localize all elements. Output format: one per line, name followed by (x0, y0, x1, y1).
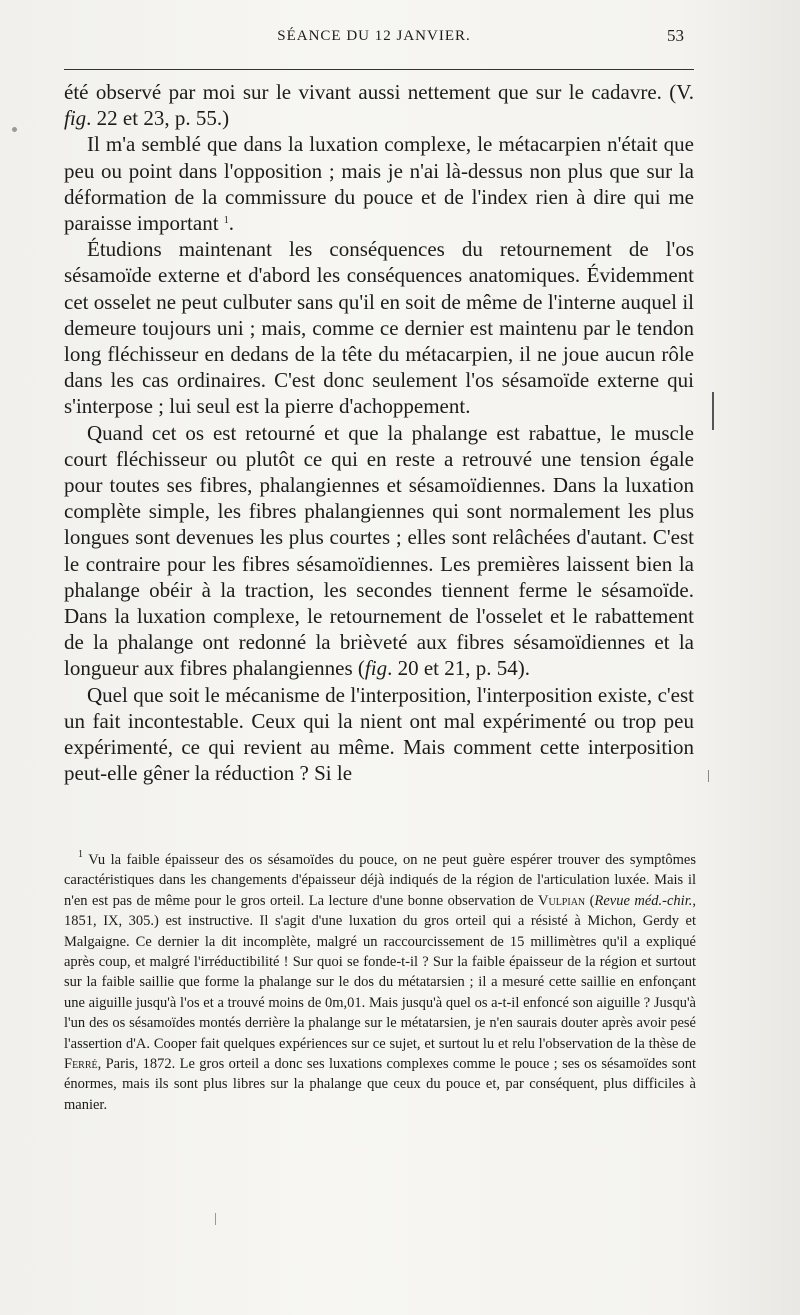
paragraph-2 (64, 131, 694, 236)
paragraph-5: Quel que soit le mécanisme de l'interposition, l'interposition existe, c'est un fait incontestable. Ceux qui la nient ont mal expérimenté ou trop peu expérimenté, ce qui revient au même. Mais comment cette interposition peut-elle gêner la réduction ? Si le (64, 682, 694, 786)
author-name: Vulpian (538, 892, 586, 909)
margin-mark (712, 392, 714, 430)
text-run: Il m'a semblé que dans la luxation complexe, le métacarpien n'était que peu ou point dans l'opposition ; mais je n'ai là-dessus non plus que sur la déformation de la commissure du pouce et de l'index rien à dire qui me paraisse important (64, 132, 694, 236)
paragraph-4 (64, 420, 694, 682)
main-text (64, 79, 694, 786)
text-run: ( (585, 892, 595, 909)
paragraph-1 (64, 79, 694, 131)
margin-dot (12, 127, 17, 132)
paragraph-3: Étudions maintenant les conséquences du retournement de l'os sésamoïde externe et d'abord les conséquences anatomiques. Évidemment cet osselet ne peut culbuter sans qu'il en soit de même de l'interne auquel il demeure toujours uni ; mais, comme ce dernier est maintenu par le tendon long fléchisseur en dedans de la tête du métacarpien, il ne joue aucun rôle dans les cas ordinaires. C'est donc seulement l'os sésamoïde externe qui s'interpose ; lui seul est la pierre d'achoppement. (64, 237, 694, 419)
margin-tick (708, 770, 709, 782)
fig-ref: fig (364, 656, 388, 681)
footnote-marker: 1 (78, 849, 83, 860)
header-rule (64, 69, 694, 70)
text-run: , Paris, 1872. Le gros orteil a donc ses luxations complexes comme le pouce ; ses os sésamoïdes sont énormes, mais ils sont plus libres sur la phalange que ceux du pouce et, par conséquent, plus difficiles à manier. (64, 1056, 696, 1113)
text-run: . 22 et 23, p. 55.) (86, 106, 230, 131)
running-header (64, 28, 684, 52)
bottom-mark (215, 1213, 216, 1225)
journal-title: Revue méd.-chir. (594, 892, 693, 909)
footnote-1 (64, 850, 696, 1115)
footnote-block (64, 850, 696, 1115)
running-title: SÉANCE DU 12 JANVIER. (277, 28, 471, 44)
text-run: . 20 et 21, p. 54). (387, 656, 530, 681)
text-run: . (228, 211, 235, 236)
text-run: , 1851, IX, 305.) est instructive. Il s'agit d'une luxation du gros orteil qui a résisté à Michon, Gerdy et Malgaigne. Ce dernier la dit incomplète, malgré un raccourcissement de 15 millimètres qu'il a expliqué après coup, et malgré l'irréductibilité ! Sur quoi se fonde-t-il ? Sur la faible épaisseur de la région et surtout sur la faible saillie que forme la phalange sur le dos du métatarsien ; il a mesuré cette saillie en enfonçant une aiguille jusqu'à l'os et a trouvé moins de 0m,01. Mais jusqu'à quel os a-t-il enfoncé son aiguille ? Jusqu'à l'un des os sésamoïdes montés derrière la phalange sur le métatarsien, je n'en saurais douter après avoir pesé l'assertion d'A. Cooper fait quelques expériences sur ce sujet, et surtout lu et relu l'observation de la thèse de (64, 892, 696, 1052)
text-run: Quand cet os est retourné et que la phalange est rabattue, le muscle court fléchisseur ou plutôt ce qui en reste a retrouvé une tension égale pour toutes ses fibres, phalangiennes et sésamoïdiennes. Dans la luxation complète simple, les fibres phalangiennes qui sont normalement les plus longues sont devenues les plus courtes ; elles sont relâchées d'autant. C'est le contraire pour les fibres sésamoïdiennes. Les premières laissent bien la phalange obéir à la traction, les secondes tiennent ferme le sésamoïde. Dans la luxation complexe, le retournement de l'osselet et le rabattement de la phalange ont redonné la brièveté aux fibres sésamoïdiennes et la longueur aux fibres phalangiennes ( (64, 420, 694, 681)
footnote-ref[interactable]: 1 (223, 215, 229, 227)
author-name: Ferré (64, 1056, 98, 1073)
text-run: été observé par moi sur le vivant aussi nettement que sur le cadavre. (V. (64, 80, 694, 104)
text-run: Vu la faible épaisseur des os sésamoïdes du pouce, on ne peut guère espérer trouver des symptômes caractéristiques dans les changements d'épaisseur déjà indiqués de la région de l'articulation luxée. Mais il n'en est pas de même pour le gros orteil. La lecture d'une bonne observation de (64, 852, 696, 909)
fig-ref: fig (64, 106, 87, 131)
page-number: 53 (667, 26, 684, 45)
